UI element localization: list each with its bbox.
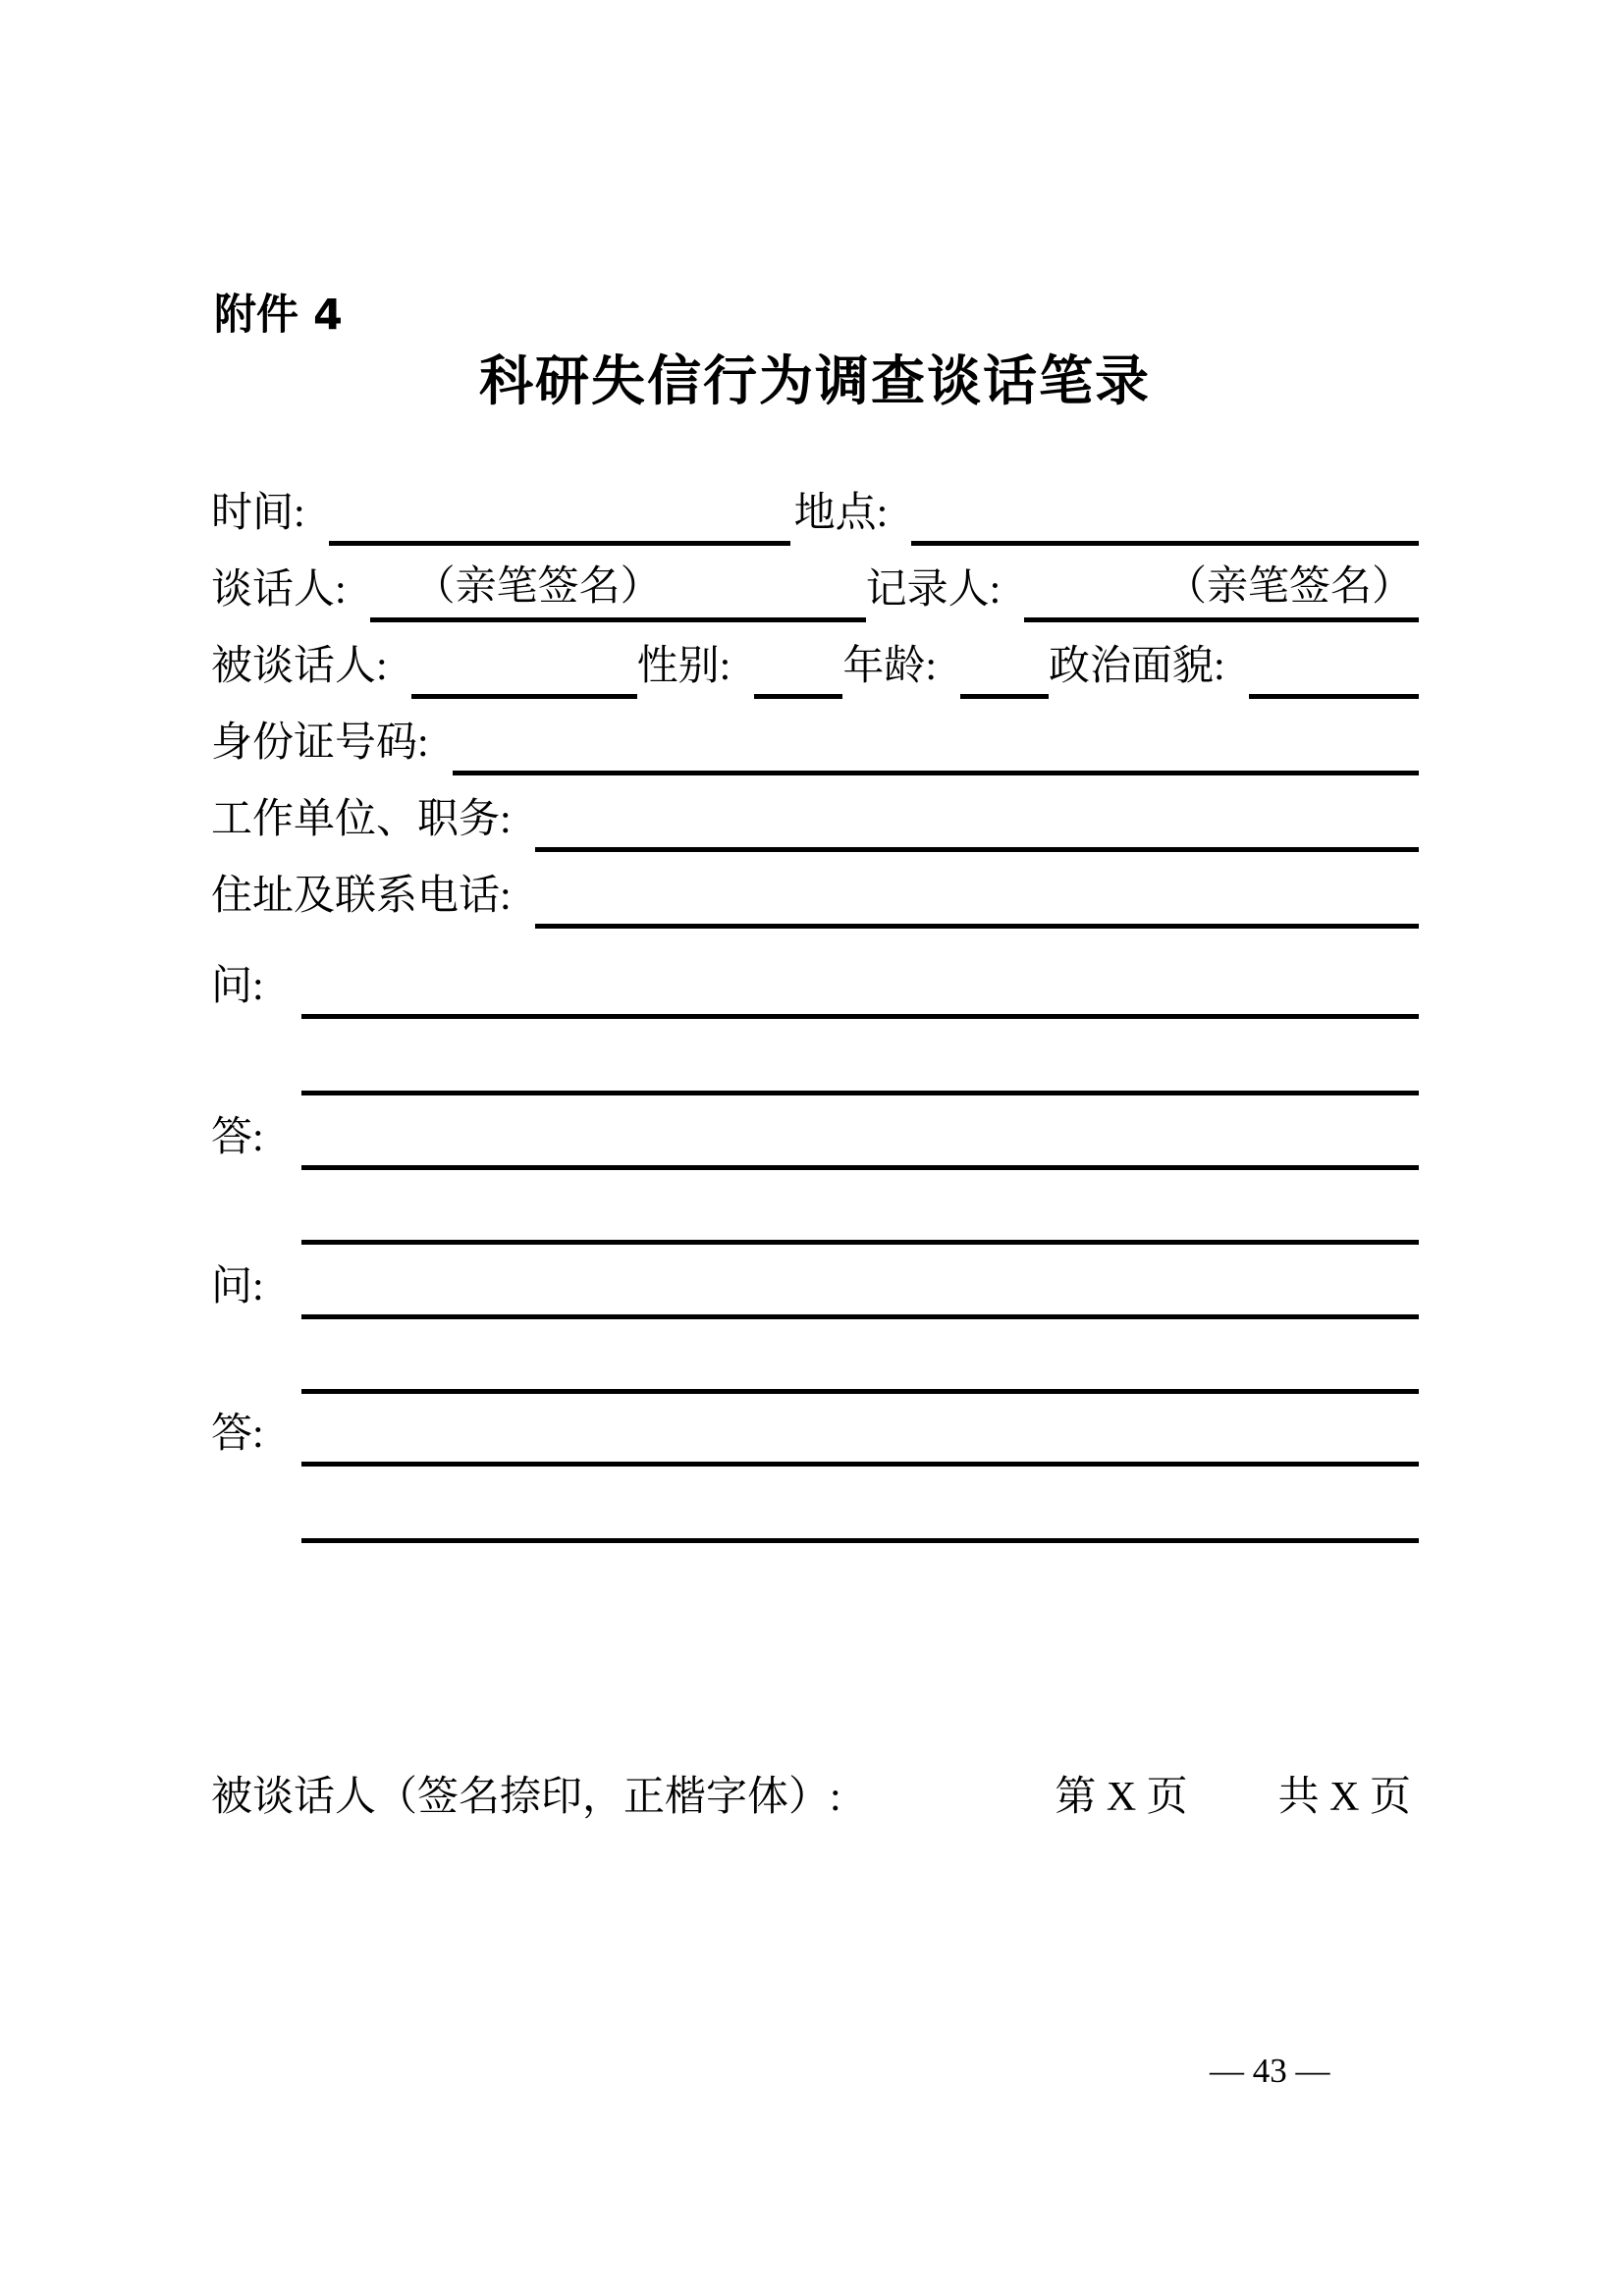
- political-status-label: 政治面貌:: [1049, 644, 1225, 689]
- interviewee-blank-line: [411, 630, 637, 699]
- total-pages-text: 共 X 页: [1277, 1775, 1411, 1820]
- answer-2-label: 答:: [211, 1412, 264, 1457]
- recorder-blank-line: [1024, 554, 1419, 622]
- signature-row: [211, 1773, 1419, 1822]
- question-2-row: [211, 1251, 1419, 1319]
- question-1-row: [211, 950, 1419, 1019]
- work-unit-blank-line: [535, 783, 1419, 852]
- question-2-continuation-row: [211, 1325, 1419, 1394]
- answer-2-blank-line: [301, 1398, 1419, 1467]
- interviewer-label: 谈话人:: [211, 567, 347, 613]
- answer-1-label: 答:: [211, 1115, 264, 1160]
- political-status-blank-line: [1249, 630, 1419, 699]
- address-phone-blank-line: [535, 860, 1419, 929]
- recorder-signature-hint: （亲笔签名）: [1164, 564, 1413, 610]
- recorder-label: 记录人:: [865, 567, 1001, 613]
- gender-label: 性别:: [636, 644, 731, 689]
- answer-2-row: [211, 1398, 1419, 1467]
- answer-1-blank-line: [301, 1101, 1419, 1170]
- place-label: 地点:: [793, 491, 889, 536]
- work-unit-label: 工作单位、职务:: [211, 797, 512, 842]
- form-row-address-phone: [211, 860, 1419, 929]
- answer-2-blank-line-2: [301, 1474, 1419, 1543]
- question-1-blank-line: [301, 950, 1419, 1019]
- time-label: 时间:: [211, 491, 305, 536]
- question-2-blank-line: [301, 1251, 1419, 1319]
- page-count-group: [1055, 1773, 1419, 1822]
- address-phone-label: 住址及联系电话:: [211, 874, 512, 919]
- question-1-blank-line-2: [301, 1027, 1419, 1095]
- interviewer-blank-line: [370, 554, 866, 622]
- footer-page-number: — 43 —: [1210, 2052, 1330, 2090]
- answer-2-continuation-row: [211, 1474, 1419, 1543]
- form-row-interviewee-info: [211, 630, 1419, 699]
- interviewee-signature-label: 被谈话人（签名捺印，正楷字体）:: [211, 1775, 841, 1820]
- interviewee-label: 被谈话人:: [211, 644, 388, 689]
- place-blank-line: [911, 477, 1419, 546]
- interviewer-signature-hint: （亲笔签名）: [413, 564, 662, 610]
- question-1-continuation-row: [211, 1027, 1419, 1095]
- id-number-blank-line: [453, 707, 1419, 775]
- form-row-interviewer-recorder: [211, 554, 1419, 622]
- page-title: 科研失信行为调查谈话笔录: [478, 349, 1151, 412]
- form-row-work-unit: [211, 783, 1419, 852]
- age-label: 年龄:: [842, 644, 938, 689]
- gender-blank-line: [754, 630, 842, 699]
- form-row-time-place: [211, 477, 1419, 546]
- answer-1-row: [211, 1101, 1419, 1170]
- answer-1-continuation-row: [211, 1176, 1419, 1245]
- current-page-text: 第 X 页: [1055, 1775, 1188, 1820]
- question-1-label: 问:: [211, 964, 264, 1009]
- question-2-blank-line-2: [301, 1325, 1419, 1394]
- form-row-id-number: [211, 707, 1419, 775]
- question-2-label: 问:: [211, 1264, 264, 1309]
- answer-1-blank-line-2: [301, 1176, 1419, 1245]
- time-blank-line: [329, 477, 790, 546]
- attachment-label: 附件 4: [214, 291, 343, 340]
- id-number-label: 身份证号码:: [211, 721, 429, 766]
- age-blank-line: [960, 630, 1049, 699]
